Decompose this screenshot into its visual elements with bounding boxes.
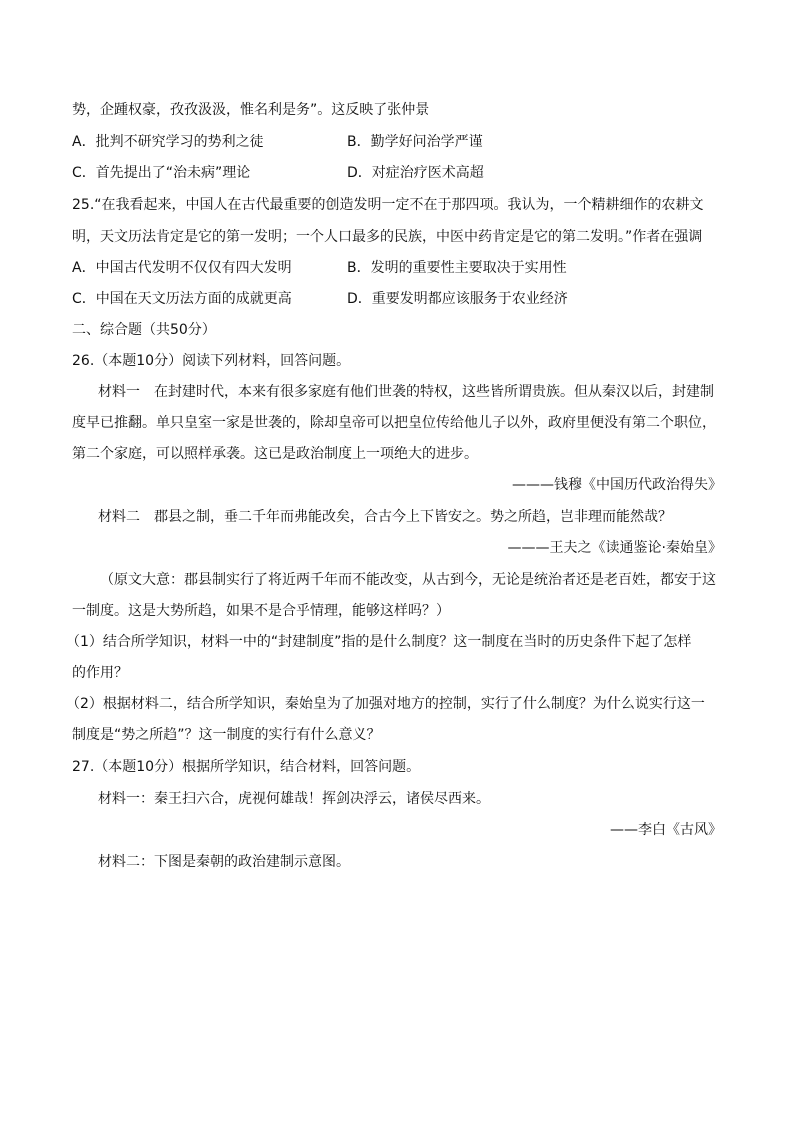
q26-material1-line3: 第二个家庭，可以照样承袭。这已是政治制度上一项绝大的进步。	[72, 446, 478, 462]
q26-subquestion1-line2: 的作用？	[72, 665, 128, 681]
q25-option-c: C．中国在天文历法方面的成就更高	[72, 291, 292, 307]
q25-option-b: B．发明的重要性主要取决于实用性	[347, 260, 567, 276]
q24-option-d: D．对症治疗医术高超	[347, 165, 484, 181]
q26-material2-source: ———王夫之《读通鉴论·秦始皇》	[507, 540, 722, 556]
q24-option-b: B．勤学好问治学严谨	[347, 134, 483, 150]
q26-material1-source: ———钱穆《中国历代政治得失》	[512, 477, 722, 493]
q24-stem-continuation: 势，企踵权豪，孜孜汲汲，惟名利是务”。这反映了张仲景	[72, 102, 430, 118]
q26-subquestion2-line1: （2）根据材料二，结合所学知识，秦始皇为了加强对地方的控制，实行了什么制度？为什么说实行这一	[66, 696, 705, 712]
q25-stem-line2: 明，天文历法肯定是它的第一发明；一个人口最多的民族，中医中药肯定是它的第二发明。”作者在强调	[72, 229, 703, 245]
q24-option-c: C．首先提出了“治未病”理论	[72, 165, 251, 181]
q26-material1-line2: 度早已推翻。单只皇室一家是世袭的，除却皇帝可以把皇位传给他儿子以外，政府里便没有第二个职位，	[72, 415, 716, 431]
q27-material2: 材料二：下图是秦朝的政治建制示意图。	[98, 854, 350, 870]
q27-material1: 材料一：秦王扫六合，虎视何雄哉！挥剑决浮云，诸侯尽西来。	[98, 791, 490, 807]
q27-heading: 27.（本题10分）根据所学知识，结合材料，回答问题。	[72, 759, 421, 775]
q26-material2: 材料二 郡县之制，垂二千年而弗能改矣，合古今上下皆安之。势之所趋，岂非理而能然哉？	[98, 509, 672, 525]
q26-note-line1: （原文大意：郡县制实行了将近两千年而不能改变，从古到今，无论是统治者还是老百姓，都安于这	[100, 572, 716, 588]
q27-material1-source: ——李白《古风》	[610, 822, 722, 838]
q25-stem-line1: 25.“在我看起来，中国人在古代最重要的创造发明一定不在于那四项。我认为，一个精耕细作的农耕文	[72, 197, 704, 213]
q26-subquestion2-line2: 制度是“势之所趋”？这一制度的实行有什么意义？	[72, 727, 381, 743]
q24-option-a: A．批判不研究学习的势利之徒	[72, 134, 264, 150]
section-heading: 二、综合题（共50分）	[72, 322, 216, 338]
q26-subquestion1-line1: （1）结合所学知识，材料一中的“封建制度”指的是什么制度？这一制度在当时的历史条件下起了怎样	[66, 634, 692, 650]
q26-note-line2: 一制度。这是大势所趋，如果不是合乎情理，能够这样吗？）	[72, 603, 450, 619]
q26-heading: 26.（本题10分）阅读下列材料，回答问题。	[72, 353, 351, 369]
q25-option-a: A．中国古代发明不仅仅有四大发明	[72, 260, 292, 276]
q25-option-d: D．重要发明都应该服务于农业经济	[347, 291, 568, 307]
q26-material1-line1: 材料一 在封建时代，本来有很多家庭有他们世袭的特权，这些皆所谓贵族。但从秦汉以后，封建制	[98, 384, 714, 400]
